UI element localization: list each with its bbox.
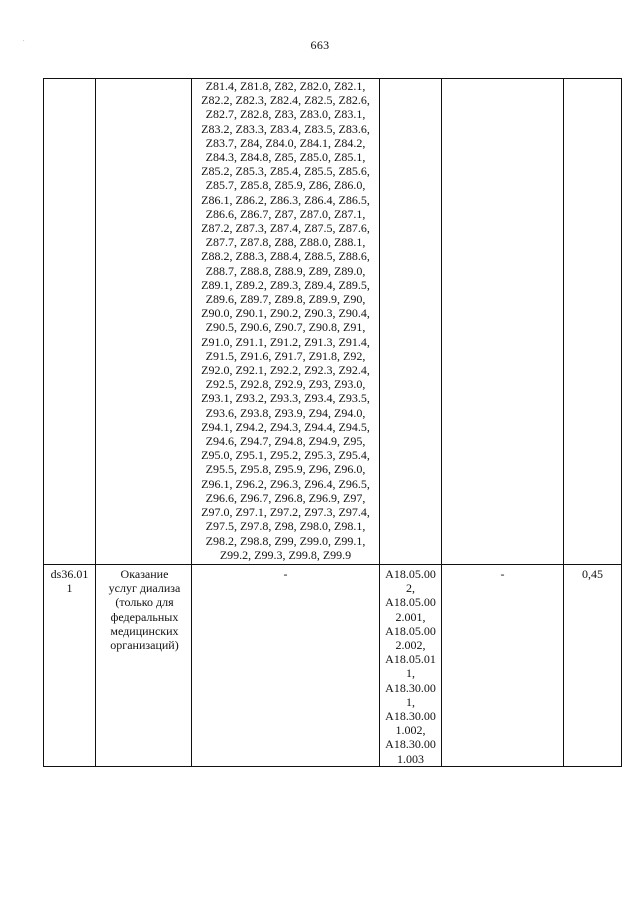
- scan-mark: .: [23, 37, 25, 43]
- name-line: медицинских: [110, 623, 179, 638]
- operation-code: 2.001,: [395, 609, 426, 624]
- tariff-table: [43, 78, 622, 767]
- name-line: федеральных: [110, 609, 179, 624]
- operation-code: A18.05.01: [385, 652, 436, 667]
- operation-code: A18.30.00: [385, 737, 436, 752]
- operation-code: 2.002,: [395, 637, 426, 652]
- operation-code: A18.05.00: [385, 623, 436, 638]
- cell-coefficient: 0,45: [564, 564, 622, 766]
- cell-extra-criteria: -: [442, 564, 564, 766]
- operation-code: 1.002,: [395, 723, 426, 738]
- cell-diagnosis-codes: -: [192, 564, 380, 766]
- operation-code: 1,: [406, 694, 415, 709]
- name-line: организаций): [110, 637, 179, 652]
- cell-code: [44, 79, 96, 565]
- cell-operations: [380, 79, 442, 565]
- operation-code: A18.05.00: [385, 595, 436, 610]
- name-line: Оказание: [120, 566, 169, 581]
- code-line: ds36.01: [50, 566, 89, 581]
- cell-name: [96, 79, 192, 565]
- name-line: (только для: [115, 595, 174, 610]
- cell-coefficient: [564, 79, 622, 565]
- cell-code: [44, 564, 96, 766]
- operation-code: 2,: [406, 581, 415, 596]
- operation-code: A18.30.00: [385, 708, 436, 723]
- name-line: услуг диализа: [108, 581, 181, 596]
- code-line: 1: [66, 581, 73, 596]
- page-number: 663: [310, 38, 330, 52]
- operation-code: 1,: [406, 666, 415, 681]
- table-row-continued: [44, 79, 622, 565]
- table-row-ds36011: [44, 564, 622, 766]
- cell-extra-criteria: [442, 79, 564, 565]
- operation-code: A18.30.00: [385, 680, 436, 695]
- operation-code: A18.05.00: [385, 566, 436, 581]
- operation-code: 1.003: [397, 751, 424, 766]
- cell-operations: [380, 564, 442, 766]
- cell-name: [96, 564, 192, 766]
- cell-diagnosis-codes: Z81.4, Z81.8, Z82, Z82.0, Z82.1, Z82.2, Z82.3, Z82.4, Z82.5, Z82.6, Z82.7, Z82.8, Z83, Z83.0, Z83.1, Z83.2, Z83.3, Z83.4, Z83.5, Z83.6, Z83.7, Z84, Z84.0, Z84.1, Z84.2, Z84.3, Z84.8, Z85, Z85.0, Z85.1, Z85.2, Z85.3, Z85.4, Z85.5, Z85.6, Z85.7, Z85.8, Z85.9, Z86, Z86.0, Z86.1, Z86.2, Z86.3, Z86.4, Z86.5, Z86.6, Z86.7, Z87, Z87.0, Z87.1, Z87.2, Z87.3, Z87.4, Z87.5, Z87.6, Z87.7, Z87.8, Z88, Z88.0, Z88.1, Z88.2, Z88.3, Z88.4, Z88.5, Z88.6, Z88.7, Z88.8, Z88.9, Z89, Z89.0, Z89.1, Z89.2, Z89.3, Z89.4, Z89.5, Z89.6, Z89.7, Z89.8, Z89.9, Z90, Z90.0, Z90.1, Z90.2, Z90.3, Z90.4, Z90.5, Z90.6, Z90.7, Z90.8, Z91, Z91.0, Z91.1, Z91.2, Z91.3, Z91.4, Z91.5, Z91.6, Z91.7, Z91.8, Z92, Z92.0, Z92.1, Z92.2, Z92.3, Z92.4, Z92.5, Z92.8, Z92.9, Z93, Z93.0, Z93.1, Z93.2, Z93.3, Z93.4, Z93.5, Z93.6, Z93.8, Z93.9, Z94, Z94.0, Z94.1, Z94.2, Z94.3, Z94.4, Z94.5, Z94.6, Z94.7, Z94.8, Z94.9, Z95, Z95.0, Z95.1, Z95.2, Z95.3, Z95.4, Z95.5, Z95.8, Z95.9, Z96, Z96.0, Z96.1, Z96.2, Z96.3, Z96.4, Z96.5, Z96.6, Z96.7, Z96.8, Z96.9, Z97, Z97.0, Z97.1, Z97.2, Z97.3, Z97.4, Z97.5, Z97.8, Z98, Z98.0, Z98.1, Z98.2, Z98.8, Z99, Z99.0, Z99.1, Z99.2, Z99.3, Z99.8, Z99.9: [192, 79, 380, 565]
